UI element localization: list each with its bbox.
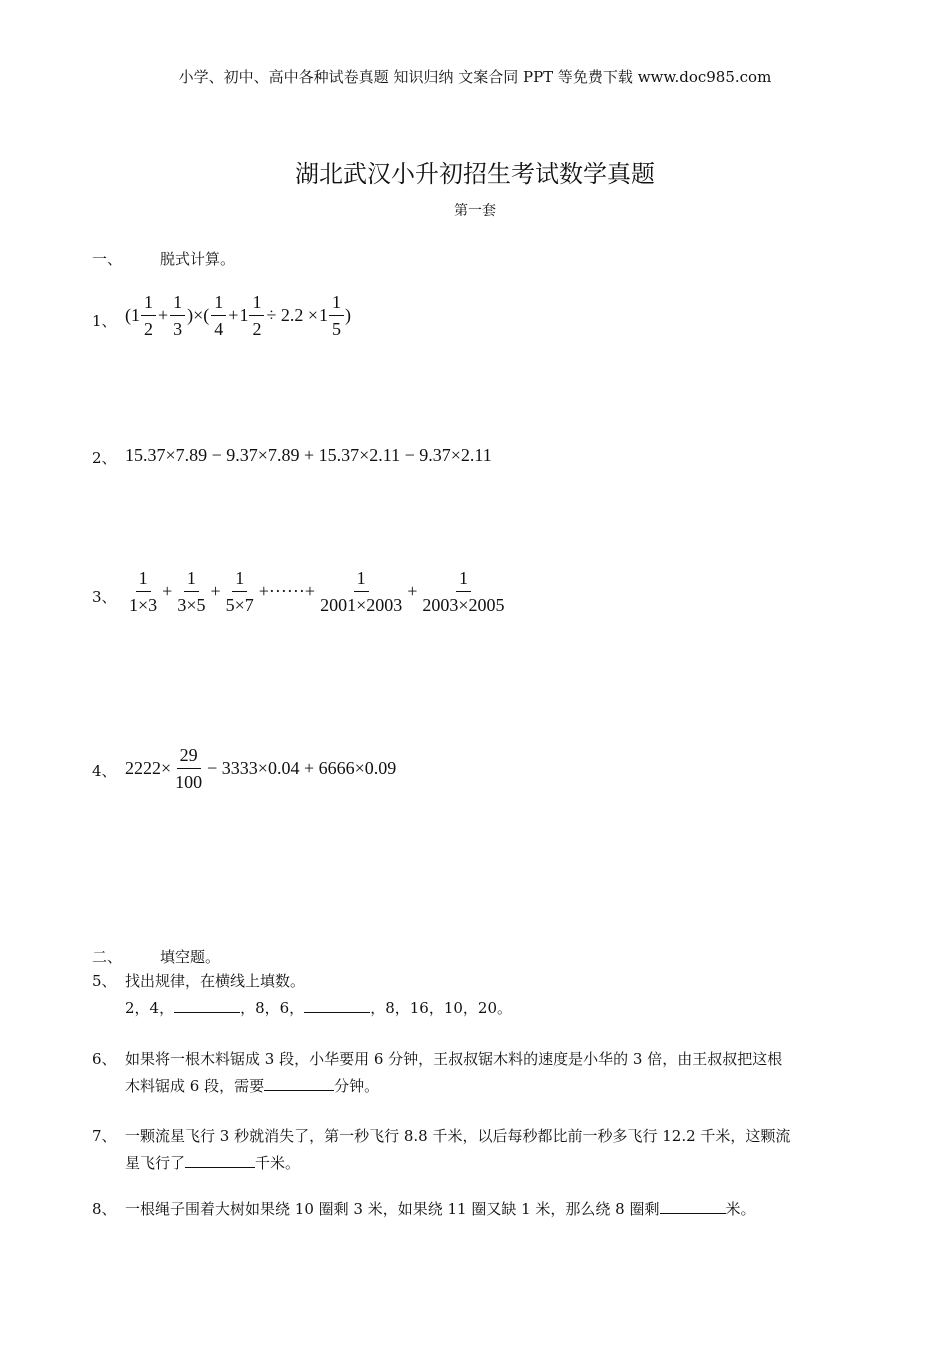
answer-blank[interactable] xyxy=(660,1199,726,1214)
question-7-line-2: 星飞行了 千米。 xyxy=(125,1154,301,1172)
question-5-prompt: 找出规律，在横线上填数。 xyxy=(125,972,306,990)
q1-fraction-3: $\frac{1}{4}$ xyxy=(211,292,226,339)
question-3-number: 3、 xyxy=(92,588,117,606)
section-2-number: 二、 xyxy=(92,948,123,966)
question-8-line-1: 一根绳子围着大树如果绕 10 圈剩 3 米，如果绕 11 圈又缺 1 米，那么绕 8 圈剩 米。 xyxy=(125,1200,756,1218)
page-subtitle: 第一套 xyxy=(454,203,496,219)
q1-fraction-5: $\frac{1}{5}$ xyxy=(329,292,344,339)
q3-ellipsis: +······+ xyxy=(258,581,316,601)
question-2-number: 2、 xyxy=(92,449,117,467)
question-8-number: 8、 xyxy=(92,1200,117,1218)
page-header: 小学、初中、高中各种试卷真题 知识归纳 文案合同 PPT 等免费下载 www.doc985.com xyxy=(178,68,772,86)
q1-whole-4: 1 xyxy=(239,305,249,325)
question-5-sequence: 2，4， ，8，6， ，8，16，10，20。 xyxy=(125,999,512,1017)
question-4-number: 4、 xyxy=(92,762,117,780)
question-1-expression: ( 1 $\frac{1}{2}$ + $\frac{1}{3}$ )×( $\frac{1}{4}$ + 1 $\frac{1}{2}$ ÷ 2.2 × 1 $\frac{1}{5}$ ) xyxy=(125,292,351,339)
section-2-heading xyxy=(92,946,220,967)
question-1-number: 1、 xyxy=(92,312,117,330)
question-7-number: 7、 xyxy=(92,1127,117,1145)
q1-close-paren: ) xyxy=(344,305,351,325)
q1-fraction-4: $\frac{1}{2}$ xyxy=(249,292,264,339)
q1-fraction-2: $\frac{1}{3}$ xyxy=(170,292,185,339)
answer-blank[interactable] xyxy=(264,1076,334,1091)
question-4-expression: 2222× $\frac{29}{100}$ − 3333×0.04 + 6666×0.09 xyxy=(125,745,397,792)
section-1-label: 脱式计算。 xyxy=(160,250,236,268)
answer-blank[interactable] xyxy=(174,998,240,1013)
q3-fraction: $\frac{1}{2001\times 2003}$ xyxy=(320,568,403,615)
question-5-number: 5、 xyxy=(92,972,117,990)
q3-fraction: $\frac{1}{2003\times 2005}$ xyxy=(422,568,505,615)
section-2-label: 填空题。 xyxy=(160,948,221,966)
answer-blank[interactable] xyxy=(185,1153,255,1168)
q1-middle: )×( xyxy=(187,305,210,325)
q4-fraction: $\frac{29}{100}$ xyxy=(175,745,203,792)
q1-whole-1: 1 xyxy=(131,305,140,325)
q3-fraction: $\frac{1}{1\times 3}$ xyxy=(129,568,158,615)
question-6-line-2: 木料锯成 6 段，需要 分钟。 xyxy=(125,1077,380,1095)
question-6-line-1: 如果将一根木料锯成 3 段，小华要用 6 分钟，王叔叔锯木料的速度是小华的 3 倍，由王叔叔把这根 xyxy=(125,1050,783,1068)
q1-whole-5: 1 xyxy=(318,305,328,325)
section-1-number: 一、 xyxy=(92,250,123,268)
question-2-expression: 15.37×7.89 − 9.37×7.89 + 15.37×2.11 − 9.37×2.11 xyxy=(125,445,492,465)
q3-fraction: $\frac{1}{5\times 7}$ xyxy=(225,568,254,615)
q3-fraction: $\frac{1}{3\times 5}$ xyxy=(177,568,206,615)
q1-open-paren: ( xyxy=(125,305,131,325)
q1-fraction-1: $\frac{1}{2}$ xyxy=(141,292,156,339)
q1-division: ÷ 2.2 × xyxy=(266,305,318,325)
answer-blank[interactable] xyxy=(304,998,370,1013)
question-6-number: 6、 xyxy=(92,1050,117,1068)
question-7-line-1: 一颗流星飞行 3 秒就消失了，第一秒飞行 8.8 千米，以后每秒都比前一秒多飞行 12.2 千米，这颗流 xyxy=(125,1127,791,1145)
page-title: 湖北武汉小升初招生考试数学真题 xyxy=(295,160,655,188)
question-3-expression: $\frac{1}{1\times 3}$ + $\frac{1}{3\times 5}$ + $\frac{1}{5\times 7}$ +······+ $\frac{1}{2001\times 2003}$ + $\frac{1}{2003\times 2005}$ xyxy=(125,568,509,615)
section-1-heading xyxy=(92,248,235,269)
